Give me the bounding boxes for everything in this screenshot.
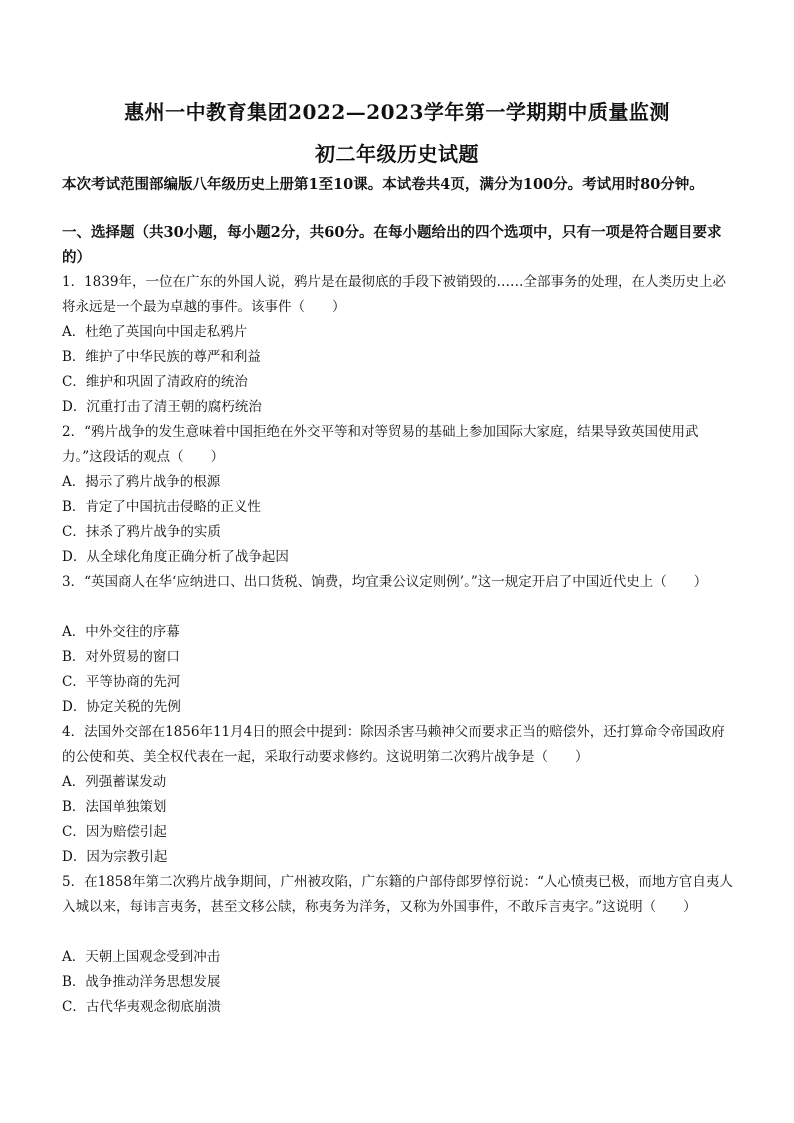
exam-title: 惠州一中教育集团2022—2023学年第一学期期中质量监测 <box>124 100 670 124</box>
question-5-option-b: B．战争推动洋务思想发展 <box>62 974 221 990</box>
question-1-option-d: D．沉重打击了清王朝的腐朽统治 <box>62 399 262 415</box>
question-5-option-a: A．天朝上国观念受到冲击 <box>62 949 221 965</box>
question-1-option-b: B．维护了中华民族的尊严和利益 <box>62 349 261 365</box>
question-2-option-c: C．抹杀了鸦片战争的实质 <box>62 524 221 540</box>
exam-instructions: 本次考试范围部编版八年级历史上册第1至10课。本试卷共4页，满分为100分。考试用时80分钟。 <box>62 176 704 193</box>
question-4-option-b: B．法国单独策划 <box>62 799 167 815</box>
question-2-option-d: D．从全球化角度正确分析了战争起因 <box>62 549 289 565</box>
question-3-option-b: B．对外贸易的窗口 <box>62 649 180 665</box>
question-1-option-c: C．维护和巩固了清政府的统治 <box>62 374 248 390</box>
exam-subtitle: 初二年级历史试题 <box>315 142 479 166</box>
question-5-option-c: C．古代华夷观念彻底崩溃 <box>62 999 221 1015</box>
question-1-stem: 1．1839年，一位在广东的外国人说，鸦片是在最彻底的手段下被销毁的……全部事务的处理，在人类历史上必将永远是一个最为卓越的事件。该事件（ ） <box>62 274 726 315</box>
question-4-option-d: D．因为宗教引起 <box>62 849 168 865</box>
question-5-stem: 5．在1858年第二次鸦片战争期间，广州被攻陷，广东籍的户部侍郎罗惇衍说：“人心愤夷已极，而地方官自夷人入城以来，每讳言夷务，甚至文移公牍，称夷务为洋务，又称为外国事件，不敢斥言夷字。”这说明（ ） <box>62 874 733 915</box>
question-3-option-d: D．协定关税的先例 <box>62 699 181 715</box>
question-2-option-b: B．肯定了中国抗击侵略的正义性 <box>62 499 261 515</box>
question-1-option-a: A．杜绝了英国向中国走私鸦片 <box>62 324 248 340</box>
section-heading: 一、选择题（共30小题，每小题2分，共60分。在每小题给出的四个选项中，只有一项是符合题目要求的） <box>62 224 722 266</box>
question-2-option-a: A．揭示了鸦片战争的根源 <box>62 474 221 490</box>
question-4-option-c: C．因为赔偿引起 <box>62 824 167 840</box>
question-4-stem: 4．法国外交部在1856年11月4日的照会中提到：除因杀害马赖神父而要求正当的赔偿外，还打算命令帝国政府的公使和英、美全权代表在一起，采取行动要求修约。这说明第二次鸦片战争是（ ） <box>62 724 725 765</box>
question-3-option-c: C．平等协商的先河 <box>62 674 181 690</box>
question-3-stem: 3．“英国商人在华‘应纳进口、出口货税、饷费，均宜秉公议定则例’。”这一规定开启了中国近代史上（ ） <box>62 574 708 590</box>
question-4-option-a: A．列强蓄谋发动 <box>62 774 167 790</box>
question-2-stem: 2．“鸦片战争的发生意味着中国拒绝在外交平等和对等贸易的基础上参加国际大家庭，结果导致英国使用武力。”这段话的观点（ ） <box>62 424 699 465</box>
question-3-option-a: A．中外交往的序幕 <box>62 624 180 640</box>
